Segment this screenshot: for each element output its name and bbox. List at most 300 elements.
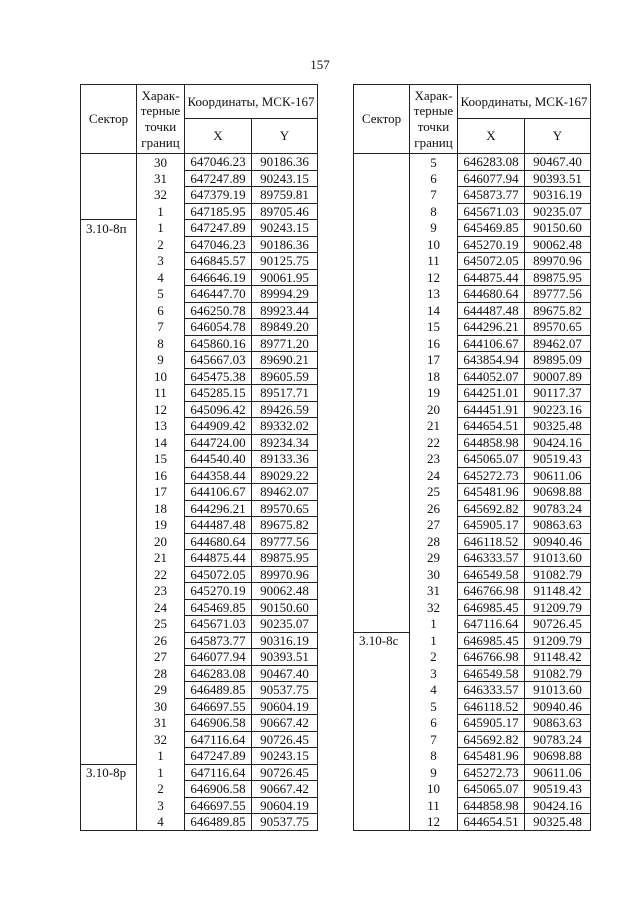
x-coordinate-cell: 647247.89 bbox=[185, 220, 252, 237]
table-row bbox=[354, 418, 591, 435]
table-row bbox=[81, 236, 318, 253]
x-coordinate-cell: 644875.44 bbox=[185, 550, 252, 567]
point-cell: 8 bbox=[410, 203, 458, 220]
sector-cell bbox=[354, 583, 410, 600]
y-coordinate-cell: 90863.63 bbox=[525, 517, 591, 534]
table-row bbox=[81, 401, 318, 418]
table-row bbox=[81, 368, 318, 385]
table-row bbox=[354, 764, 591, 781]
y-coordinate-cell: 90698.88 bbox=[525, 484, 591, 501]
table-row bbox=[81, 352, 318, 369]
x-coordinate-cell: 644654.51 bbox=[458, 418, 525, 435]
point-cell: 2 bbox=[410, 649, 458, 666]
sector-cell bbox=[354, 797, 410, 814]
point-cell: 15 bbox=[137, 451, 185, 468]
x-coordinate-cell: 645905.17 bbox=[458, 715, 525, 732]
x-coordinate-cell: 647379.19 bbox=[185, 187, 252, 204]
table-row bbox=[354, 352, 591, 369]
point-cell: 31 bbox=[137, 715, 185, 732]
y-coordinate-cell: 90519.43 bbox=[525, 781, 591, 798]
y-coordinate-cell: 90007.89 bbox=[525, 368, 591, 385]
table-row bbox=[81, 599, 318, 616]
y-coordinate-cell: 90325.48 bbox=[525, 814, 591, 831]
x-coordinate-cell: 644724.00 bbox=[185, 434, 252, 451]
point-cell: 18 bbox=[410, 368, 458, 385]
x-coordinate-cell: 646766.98 bbox=[458, 583, 525, 600]
x-coordinate-cell: 645873.77 bbox=[458, 187, 525, 204]
y-coordinate-cell: 90863.63 bbox=[525, 715, 591, 732]
y-coordinate-cell: 90393.51 bbox=[525, 170, 591, 187]
point-cell: 10 bbox=[137, 368, 185, 385]
y-coordinate-cell: 90611.06 bbox=[525, 764, 591, 781]
table-row bbox=[354, 484, 591, 501]
table-row bbox=[81, 698, 318, 715]
point-cell: 11 bbox=[410, 253, 458, 270]
sector-cell bbox=[354, 302, 410, 319]
point-cell: 9 bbox=[137, 352, 185, 369]
sector-cell bbox=[81, 418, 137, 435]
sector-cell bbox=[81, 170, 137, 187]
sector-cell bbox=[81, 269, 137, 286]
point-cell: 10 bbox=[410, 781, 458, 798]
y-coordinate-cell: 90235.07 bbox=[252, 616, 318, 633]
table-row bbox=[354, 616, 591, 633]
point-cell: 31 bbox=[410, 583, 458, 600]
table-row bbox=[81, 731, 318, 748]
header-y: Y bbox=[525, 119, 591, 154]
point-cell: 24 bbox=[410, 467, 458, 484]
table-row bbox=[81, 187, 318, 204]
point-cell: 30 bbox=[137, 154, 185, 171]
sector-cell bbox=[81, 286, 137, 303]
x-coordinate-cell: 645272.73 bbox=[458, 764, 525, 781]
x-coordinate-cell: 646697.55 bbox=[185, 797, 252, 814]
table-row bbox=[81, 451, 318, 468]
sector-cell bbox=[81, 682, 137, 699]
x-coordinate-cell: 644680.64 bbox=[185, 533, 252, 550]
table-row bbox=[81, 286, 318, 303]
x-coordinate-cell: 646646.19 bbox=[185, 269, 252, 286]
sector-cell bbox=[354, 203, 410, 220]
y-coordinate-cell: 90467.40 bbox=[252, 665, 318, 682]
sector-cell bbox=[81, 335, 137, 352]
y-coordinate-cell: 90424.16 bbox=[525, 434, 591, 451]
y-coordinate-cell: 89970.96 bbox=[252, 566, 318, 583]
sector-cell bbox=[81, 665, 137, 682]
y-coordinate-cell: 90186.36 bbox=[252, 236, 318, 253]
x-coordinate-cell: 643854.94 bbox=[458, 352, 525, 369]
sector-cell bbox=[354, 665, 410, 682]
x-coordinate-cell: 647046.23 bbox=[185, 154, 252, 171]
page-number: 157 bbox=[310, 57, 330, 72]
point-cell: 18 bbox=[137, 500, 185, 517]
y-coordinate-cell: 89994.29 bbox=[252, 286, 318, 303]
x-coordinate-cell: 644296.21 bbox=[458, 319, 525, 336]
x-coordinate-cell: 645285.15 bbox=[185, 385, 252, 402]
y-coordinate-cell: 89234.34 bbox=[252, 434, 318, 451]
header-x: X bbox=[458, 119, 525, 154]
sector-cell bbox=[354, 467, 410, 484]
sector-cell bbox=[81, 187, 137, 204]
sector-cell: 3.10-8п bbox=[81, 220, 137, 237]
y-coordinate-cell: 90667.42 bbox=[252, 781, 318, 798]
y-coordinate-cell: 91082.79 bbox=[525, 566, 591, 583]
sector-cell bbox=[81, 814, 137, 831]
x-coordinate-cell: 645475.38 bbox=[185, 368, 252, 385]
table-row bbox=[81, 748, 318, 765]
x-coordinate-cell: 645692.82 bbox=[458, 731, 525, 748]
table-row bbox=[81, 385, 318, 402]
y-coordinate-cell: 89923.44 bbox=[252, 302, 318, 319]
table-row bbox=[354, 203, 591, 220]
table-row bbox=[354, 566, 591, 583]
point-cell: 5 bbox=[137, 286, 185, 303]
table-row bbox=[354, 302, 591, 319]
sector-cell bbox=[354, 566, 410, 583]
point-cell: 2 bbox=[137, 781, 185, 798]
y-coordinate-cell: 90150.60 bbox=[525, 220, 591, 237]
sector-cell bbox=[81, 319, 137, 336]
point-cell: 9 bbox=[410, 220, 458, 237]
y-coordinate-cell: 90783.24 bbox=[525, 500, 591, 517]
y-coordinate-cell: 91209.79 bbox=[525, 632, 591, 649]
table-row bbox=[354, 335, 591, 352]
x-coordinate-cell: 645072.05 bbox=[185, 566, 252, 583]
x-coordinate-cell: 646906.58 bbox=[185, 715, 252, 732]
table-row bbox=[354, 632, 591, 649]
sector-cell bbox=[354, 748, 410, 765]
x-coordinate-cell: 645270.19 bbox=[185, 583, 252, 600]
point-cell: 7 bbox=[410, 731, 458, 748]
sector-cell bbox=[354, 319, 410, 336]
y-coordinate-cell: 90062.48 bbox=[252, 583, 318, 600]
table-row bbox=[354, 649, 591, 666]
y-coordinate-cell: 89332.02 bbox=[252, 418, 318, 435]
point-cell: 20 bbox=[410, 401, 458, 418]
sector-cell bbox=[81, 368, 137, 385]
table-row bbox=[354, 781, 591, 798]
sector-cell bbox=[81, 583, 137, 600]
point-cell: 5 bbox=[410, 698, 458, 715]
sector-cell bbox=[354, 649, 410, 666]
point-cell: 2 bbox=[137, 236, 185, 253]
x-coordinate-cell: 644858.98 bbox=[458, 797, 525, 814]
table-row bbox=[81, 814, 318, 831]
sector-cell bbox=[354, 517, 410, 534]
point-cell: 28 bbox=[410, 533, 458, 550]
y-coordinate-cell: 89849.20 bbox=[252, 319, 318, 336]
table-row bbox=[354, 550, 591, 567]
sector-cell bbox=[81, 352, 137, 369]
y-coordinate-cell: 89705.46 bbox=[252, 203, 318, 220]
header-points: Харак-терные точки границ bbox=[410, 85, 458, 154]
point-cell: 11 bbox=[137, 385, 185, 402]
sector-cell bbox=[354, 781, 410, 798]
x-coordinate-cell: 644106.67 bbox=[458, 335, 525, 352]
point-cell: 1 bbox=[410, 632, 458, 649]
x-coordinate-cell: 645065.07 bbox=[458, 781, 525, 798]
y-coordinate-cell: 91013.60 bbox=[525, 682, 591, 699]
x-coordinate-cell: 646118.52 bbox=[458, 533, 525, 550]
y-coordinate-cell: 90393.51 bbox=[252, 649, 318, 666]
x-coordinate-cell: 646845.57 bbox=[185, 253, 252, 270]
point-cell: 25 bbox=[410, 484, 458, 501]
point-cell: 6 bbox=[410, 715, 458, 732]
y-coordinate-cell: 90611.06 bbox=[525, 467, 591, 484]
table-row bbox=[81, 203, 318, 220]
sector-cell bbox=[354, 764, 410, 781]
x-coordinate-cell: 646489.85 bbox=[185, 814, 252, 831]
sector-cell bbox=[354, 236, 410, 253]
sector-cell bbox=[81, 401, 137, 418]
table-row bbox=[354, 698, 591, 715]
sector-cell bbox=[354, 418, 410, 435]
table-row bbox=[354, 748, 591, 765]
y-coordinate-cell: 90604.19 bbox=[252, 698, 318, 715]
point-cell: 7 bbox=[410, 187, 458, 204]
sector-cell bbox=[81, 203, 137, 220]
table-row bbox=[81, 550, 318, 567]
table-row bbox=[81, 269, 318, 286]
point-cell: 6 bbox=[410, 170, 458, 187]
table-row bbox=[354, 682, 591, 699]
sector-cell bbox=[354, 335, 410, 352]
point-cell: 20 bbox=[137, 533, 185, 550]
sector-cell bbox=[354, 682, 410, 699]
sector-cell bbox=[81, 517, 137, 534]
point-cell: 11 bbox=[410, 797, 458, 814]
point-cell: 7 bbox=[137, 319, 185, 336]
sector-cell bbox=[354, 220, 410, 237]
y-coordinate-cell: 90125.75 bbox=[252, 253, 318, 270]
y-coordinate-cell: 90061.95 bbox=[252, 269, 318, 286]
x-coordinate-cell: 646985.45 bbox=[458, 599, 525, 616]
point-cell: 31 bbox=[137, 170, 185, 187]
table-row bbox=[354, 434, 591, 451]
table-row bbox=[81, 170, 318, 187]
y-coordinate-cell: 91148.42 bbox=[525, 583, 591, 600]
point-cell: 4 bbox=[137, 814, 185, 831]
sector-cell bbox=[81, 649, 137, 666]
y-coordinate-cell: 89875.95 bbox=[252, 550, 318, 567]
x-coordinate-cell: 646985.45 bbox=[458, 632, 525, 649]
y-coordinate-cell: 90150.60 bbox=[252, 599, 318, 616]
point-cell: 8 bbox=[137, 335, 185, 352]
y-coordinate-cell: 90537.75 bbox=[252, 814, 318, 831]
coordinates-table-left bbox=[80, 84, 318, 831]
header-y: Y bbox=[252, 119, 318, 154]
x-coordinate-cell: 644875.44 bbox=[458, 269, 525, 286]
x-coordinate-cell: 644680.64 bbox=[458, 286, 525, 303]
table-row bbox=[81, 220, 318, 237]
sector-cell: 3.10-8р bbox=[81, 764, 137, 781]
right-table-body bbox=[354, 154, 591, 831]
x-coordinate-cell: 645469.85 bbox=[185, 599, 252, 616]
x-coordinate-cell: 645270.19 bbox=[458, 236, 525, 253]
x-coordinate-cell: 644858.98 bbox=[458, 434, 525, 451]
table-row bbox=[81, 583, 318, 600]
sector-cell bbox=[354, 401, 410, 418]
y-coordinate-cell: 90726.45 bbox=[252, 731, 318, 748]
table-row bbox=[81, 253, 318, 270]
x-coordinate-cell: 644358.44 bbox=[185, 467, 252, 484]
point-cell: 29 bbox=[410, 550, 458, 567]
table-row bbox=[354, 319, 591, 336]
y-coordinate-cell: 90519.43 bbox=[525, 451, 591, 468]
table-row bbox=[81, 715, 318, 732]
point-cell: 4 bbox=[137, 269, 185, 286]
y-coordinate-cell: 90243.15 bbox=[252, 170, 318, 187]
table-row bbox=[81, 665, 318, 682]
y-coordinate-cell: 91082.79 bbox=[525, 665, 591, 682]
sector-cell bbox=[354, 385, 410, 402]
point-cell: 3 bbox=[410, 665, 458, 682]
sector-cell bbox=[81, 154, 137, 171]
x-coordinate-cell: 645481.96 bbox=[458, 748, 525, 765]
table-row bbox=[354, 385, 591, 402]
table-row bbox=[354, 533, 591, 550]
sector-cell bbox=[81, 484, 137, 501]
table-row bbox=[81, 797, 318, 814]
x-coordinate-cell: 644654.51 bbox=[458, 814, 525, 831]
point-cell: 23 bbox=[410, 451, 458, 468]
header-coordinates: Координаты, МСК-167 bbox=[458, 85, 591, 119]
x-coordinate-cell: 644487.48 bbox=[185, 517, 252, 534]
y-coordinate-cell: 90667.42 bbox=[252, 715, 318, 732]
sector-cell bbox=[81, 500, 137, 517]
table-row bbox=[354, 467, 591, 484]
sector-cell bbox=[354, 500, 410, 517]
point-cell: 10 bbox=[410, 236, 458, 253]
header-points: Харак-терные точки границ bbox=[137, 85, 185, 154]
sector-cell bbox=[354, 533, 410, 550]
table-row bbox=[354, 187, 591, 204]
x-coordinate-cell: 646447.70 bbox=[185, 286, 252, 303]
y-coordinate-cell: 89895.09 bbox=[525, 352, 591, 369]
table-row bbox=[354, 814, 591, 831]
table-row bbox=[354, 154, 591, 171]
point-cell: 1 bbox=[137, 203, 185, 220]
x-coordinate-cell: 646250.78 bbox=[185, 302, 252, 319]
y-coordinate-cell: 89570.65 bbox=[252, 500, 318, 517]
point-cell: 13 bbox=[410, 286, 458, 303]
table-row bbox=[81, 517, 318, 534]
x-coordinate-cell: 645671.03 bbox=[185, 616, 252, 633]
table-row bbox=[81, 632, 318, 649]
point-cell: 23 bbox=[137, 583, 185, 600]
y-coordinate-cell: 90783.24 bbox=[525, 731, 591, 748]
table-row bbox=[354, 583, 591, 600]
x-coordinate-cell: 645272.73 bbox=[458, 467, 525, 484]
header-sector: Сектор bbox=[81, 85, 137, 154]
y-coordinate-cell: 90316.19 bbox=[525, 187, 591, 204]
sector-cell bbox=[354, 616, 410, 633]
sector-cell bbox=[81, 385, 137, 402]
y-coordinate-cell: 89675.82 bbox=[525, 302, 591, 319]
table-row bbox=[81, 616, 318, 633]
x-coordinate-cell: 646077.94 bbox=[458, 170, 525, 187]
sector-cell bbox=[81, 599, 137, 616]
point-cell: 24 bbox=[137, 599, 185, 616]
y-coordinate-cell: 90604.19 bbox=[252, 797, 318, 814]
table-row bbox=[354, 451, 591, 468]
y-coordinate-cell: 89570.65 bbox=[525, 319, 591, 336]
table-row bbox=[81, 533, 318, 550]
y-coordinate-cell: 89462.07 bbox=[252, 484, 318, 501]
sector-cell bbox=[81, 467, 137, 484]
x-coordinate-cell: 645667.03 bbox=[185, 352, 252, 369]
point-cell: 12 bbox=[137, 401, 185, 418]
table-row bbox=[354, 269, 591, 286]
table-row bbox=[81, 682, 318, 699]
table-row bbox=[81, 781, 318, 798]
sector-cell bbox=[354, 269, 410, 286]
sector-cell bbox=[81, 451, 137, 468]
table-row bbox=[354, 170, 591, 187]
point-cell: 8 bbox=[410, 748, 458, 765]
y-coordinate-cell: 90467.40 bbox=[525, 154, 591, 171]
point-cell: 16 bbox=[137, 467, 185, 484]
sector-cell bbox=[354, 253, 410, 270]
header-sector: Сектор bbox=[354, 85, 410, 154]
header-coordinates: Координаты, МСК-167 bbox=[185, 85, 318, 119]
table-row bbox=[354, 715, 591, 732]
x-coordinate-cell: 644296.21 bbox=[185, 500, 252, 517]
x-coordinate-cell: 645096.42 bbox=[185, 401, 252, 418]
table-row bbox=[81, 434, 318, 451]
point-cell: 4 bbox=[410, 682, 458, 699]
y-coordinate-cell: 90940.46 bbox=[525, 533, 591, 550]
table-row bbox=[354, 368, 591, 385]
point-cell: 32 bbox=[137, 187, 185, 204]
point-cell: 26 bbox=[137, 632, 185, 649]
sector-cell bbox=[354, 154, 410, 171]
sector-cell bbox=[354, 731, 410, 748]
point-cell: 27 bbox=[137, 649, 185, 666]
table-row bbox=[81, 467, 318, 484]
x-coordinate-cell: 645065.07 bbox=[458, 451, 525, 468]
y-coordinate-cell: 89675.82 bbox=[252, 517, 318, 534]
y-coordinate-cell: 89029.22 bbox=[252, 467, 318, 484]
sector-cell bbox=[81, 748, 137, 765]
y-coordinate-cell: 89875.95 bbox=[525, 269, 591, 286]
x-coordinate-cell: 646697.55 bbox=[185, 698, 252, 715]
x-coordinate-cell: 645692.82 bbox=[458, 500, 525, 517]
point-cell: 1 bbox=[137, 220, 185, 237]
point-cell: 3 bbox=[137, 253, 185, 270]
x-coordinate-cell: 646283.08 bbox=[458, 154, 525, 171]
table-row bbox=[81, 649, 318, 666]
sector-cell bbox=[354, 550, 410, 567]
point-cell: 30 bbox=[410, 566, 458, 583]
x-coordinate-cell: 646549.58 bbox=[458, 665, 525, 682]
x-coordinate-cell: 644106.67 bbox=[185, 484, 252, 501]
point-cell: 26 bbox=[410, 500, 458, 517]
point-cell: 16 bbox=[410, 335, 458, 352]
sector-cell bbox=[81, 533, 137, 550]
y-coordinate-cell: 90062.48 bbox=[525, 236, 591, 253]
point-cell: 1 bbox=[137, 764, 185, 781]
y-coordinate-cell: 90537.75 bbox=[252, 682, 318, 699]
table-row bbox=[354, 286, 591, 303]
point-cell: 14 bbox=[137, 434, 185, 451]
x-coordinate-cell: 645873.77 bbox=[185, 632, 252, 649]
sector-cell bbox=[81, 715, 137, 732]
table-row bbox=[354, 599, 591, 616]
point-cell: 12 bbox=[410, 269, 458, 286]
y-coordinate-cell: 89605.59 bbox=[252, 368, 318, 385]
point-cell: 28 bbox=[137, 665, 185, 682]
